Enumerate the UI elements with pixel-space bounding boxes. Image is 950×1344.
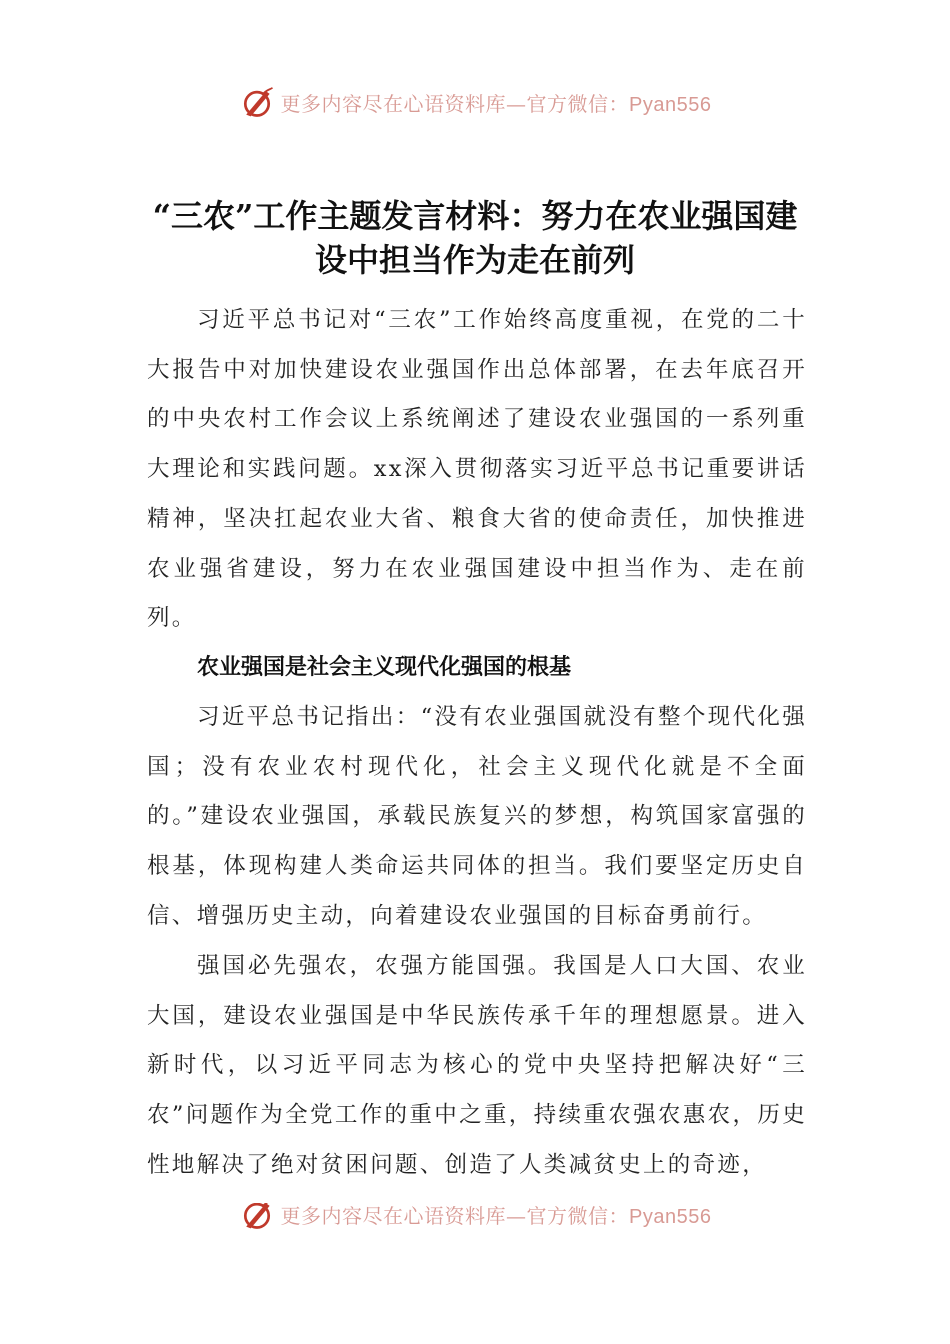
paragraph-3: 强国必先强农，农强方能国强。我国是人口大国、农业大国，建设农业强国是中华民族传承千年的理想愿景。进入新时代，以习近平同志为核心的党中央坚持把解决好“三农”问题作为全党工作的重中之重，持续重农强农惠农，历史性地解决了绝对贫困问题、创造了人类减贫史上的奇迹， <box>147 953 807 1178</box>
footer-banner <box>0 1203 950 1237</box>
document-title: “三农”工作主题发言材料：努力在农业强国建设中担当作为走在前列 <box>152 197 798 279</box>
pen-circle-icon <box>239 1203 275 1232</box>
header-banner-text <box>281 88 712 117</box>
footer-banner-text <box>281 1203 712 1229</box>
section-heading: 农业强国是社会主义现代化强国的根基 <box>197 655 572 680</box>
pen-circle-icon <box>239 84 275 120</box>
header-banner-label: 更多内容尽在心语资料库—官方微信： <box>280 91 630 116</box>
footer-banner-label: 更多内容尽在心语资料库—官方微信： <box>280 1203 630 1228</box>
paragraph-1: 习近平总书记对“三农”工作始终高度重视，在党的二十大报告中对加快建设农业强国作出总体部署，在去年底召开的中央农村工作会议上系统阐述了建设农业强国的一系列重大理论和实践问题。xx深入贯彻落实习近平总书记重要讲话精神，坚决扛起农业大省、粮食大省的使命责任，加快推进农业强省建设，努力在农业强国建设中担当作为、走在前列。 <box>147 307 807 632</box>
header-banner <box>0 82 950 122</box>
header-wechat-id: Pyan556 <box>629 93 712 116</box>
footer-wechat-id: Pyan556 <box>629 1205 712 1228</box>
paragraph-2: 习近平总书记指出：“没有农业强国就没有整个现代化强国；没有农业农村现代化，社会主义现代化就是不全面的。”建设农业强国，承载民族复兴的梦想，构筑国家富强的根基，体现构建人类命运共同体的担当。我们要坚定历史自信、增强历史主动，向着建设农业强国的目标奋勇前行。 <box>147 704 807 929</box>
